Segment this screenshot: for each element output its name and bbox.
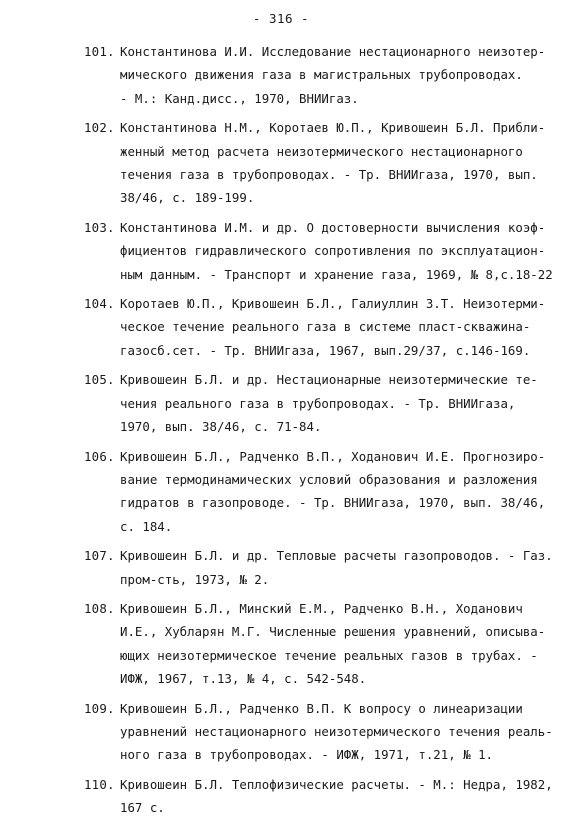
- reference-line: ным данным. - Транспорт и хранение газа, 1969, № 8,с.18-22: [120, 266, 553, 282]
- reference-line: Кривошеин Б.Л., Минский Е.М., Радченко В.Н., Ходанович: [120, 600, 523, 616]
- reference-item: [84, 216, 553, 286]
- reference-line: фициентов гидравлического сопротивления по эксплуатацион-: [120, 243, 546, 259]
- reference-number: 105.: [84, 372, 115, 388]
- reference-text: [120, 40, 545, 110]
- reference-text: [120, 292, 545, 362]
- reference-line: Константинова И.И. Исследование нестационарного неизотер-: [120, 44, 546, 59]
- reference-line: 167 с.: [120, 800, 165, 816]
- reference-number: 102.: [84, 120, 115, 136]
- reference-number: 101.: [84, 44, 115, 59]
- reference-line: Константинова Н.М., Коротаев Ю.П., Кривошеин Б.Л. Прибли-: [120, 120, 546, 136]
- reference-item: [84, 368, 538, 438]
- reference-line: 38/46, с. 189-199.: [120, 190, 255, 206]
- reference-number: 103.: [84, 219, 115, 235]
- reference-line: Коротаев Ю.П., Кривошеин Б.Л., Галиуллин З.Т. Неизотерми-: [120, 296, 546, 312]
- reference-line: течения газа в трубопроводах. - Тр. ВНИИгаза, 1970, вып.: [120, 167, 538, 183]
- reference-item: [84, 773, 553, 820]
- reference-line: гидратов в газопроводе. - Тр. ВНИИгаза, 1970, вып. 38/46,: [120, 495, 546, 511]
- reference-line: вание термодинамических условий образования и разложения: [120, 471, 538, 487]
- reference-line: ИФЖ, 1967, т.13, № 4, с. 542-548.: [120, 671, 367, 687]
- reference-item: [84, 544, 553, 591]
- reference-line: Кривошеин Б.Л., Радченко В.П., Ходанович И.Е. Прогнозиро-: [120, 448, 546, 464]
- reference-text: [120, 445, 545, 539]
- reference-item: [84, 40, 546, 110]
- reference-line: - М.: Канд.дисс., 1970, ВНИИгаз.: [120, 90, 359, 106]
- reference-item: [84, 597, 546, 691]
- reference-text: [120, 216, 553, 286]
- reference-line: женный метод расчета неизотермического нестационарного: [120, 143, 523, 159]
- reference-item: [84, 116, 546, 210]
- reference-line: 1970, вып. 38/46, с. 71-84.: [120, 419, 322, 435]
- reference-line: Константинова И.М. и др. О достоверности вычисления коэф-: [120, 219, 546, 235]
- reference-number: 108.: [84, 600, 115, 616]
- reference-text: [120, 544, 553, 591]
- reference-text: [120, 773, 553, 820]
- reference-line: с. 184.: [120, 518, 173, 534]
- reference-number: 110.: [84, 776, 115, 792]
- reference-number: 106.: [84, 448, 115, 464]
- reference-line: Кривошеин Б.Л. Теплофизические расчеты. - М.: Недра, 1982,: [120, 776, 553, 792]
- reference-item: [84, 445, 546, 539]
- page-number: - 316 -: [252, 11, 310, 26]
- reference-line: чения реального газа в трубопроводах. - Тр. ВНИИгаза,: [120, 395, 516, 411]
- reference-text: [120, 368, 538, 438]
- reference-text: [120, 116, 545, 210]
- reference-line: пром-сть, 1973, № 2.: [120, 571, 270, 587]
- reference-line: Кривошеин Б.Л., Радченко В.П. К вопросу о линеаризации: [120, 700, 523, 716]
- reference-line: уравнений нестационарного неизотермического течения реаль-: [120, 723, 553, 739]
- reference-line: ного газа в трубопроводах. - ИФЖ, 1971, т.21, № 1.: [120, 747, 493, 763]
- reference-number: 109.: [84, 700, 115, 716]
- reference-line: газосб.сет. - Тр. ВНИИгаза, 1967, вып.29/37, с.146-169.: [120, 342, 531, 358]
- reference-line: Кривошеин Б.Л. и др. Нестационарные неизотермические те-: [120, 372, 538, 388]
- reference-line: мического движения газа в магистральных трубопроводах.: [120, 67, 523, 83]
- reference-item: [84, 292, 546, 362]
- reference-list: [84, 40, 553, 826]
- reference-line: Кривошеин Б.Л. и др. Тепловые расчеты газопроводов. - Газ.: [120, 548, 553, 564]
- reference-line: ческое течение реального газа в системе пласт-скважина-: [120, 319, 531, 335]
- reference-item: [84, 697, 553, 767]
- reference-number: 104.: [84, 296, 115, 312]
- reference-number: 107.: [84, 548, 115, 564]
- reference-line: ющих неизотермическое течение реальных газов в трубах. -: [120, 647, 538, 663]
- reference-line: И.Е., Хубларян М.Г. Численные решения уравнений, описыва-: [120, 624, 546, 640]
- reference-text: [120, 697, 553, 767]
- reference-text: [120, 597, 545, 691]
